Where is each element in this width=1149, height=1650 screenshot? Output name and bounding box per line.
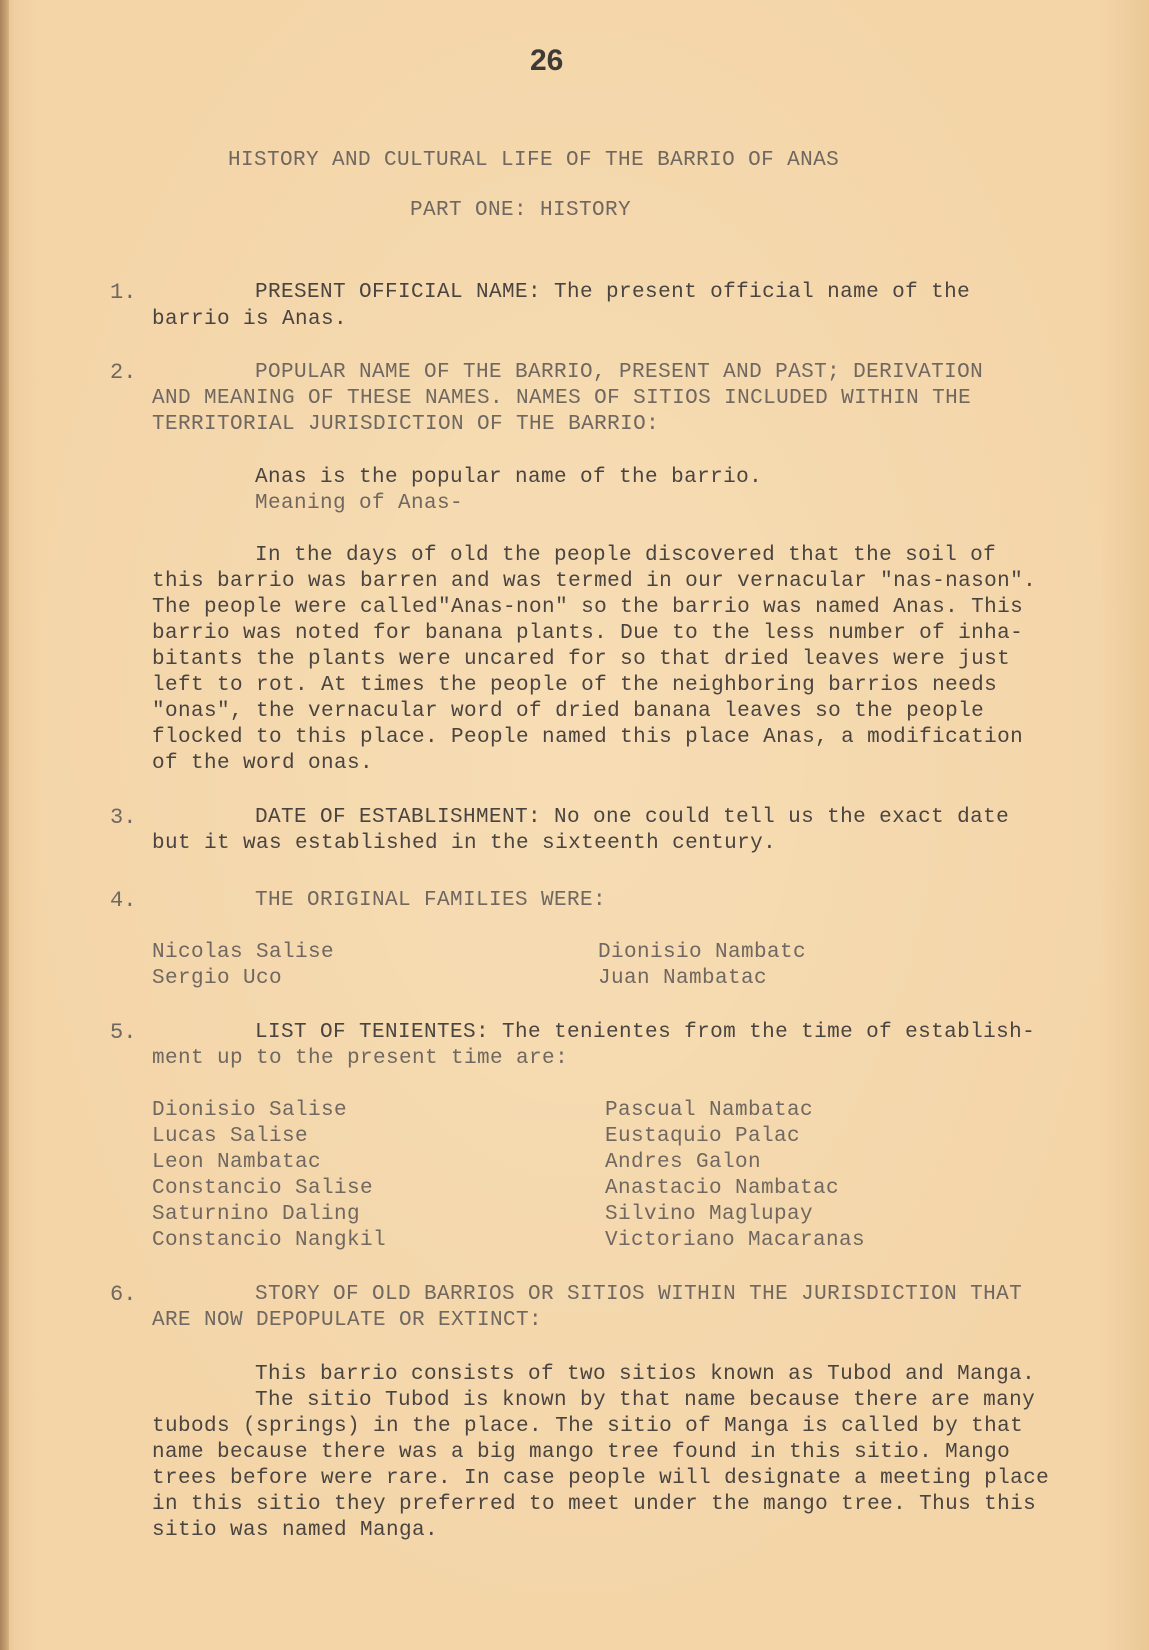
teniente-name: Pascual Nambatac: [605, 1099, 814, 1122]
paragraph-line: in this sitio they preferred to meet under the mango tree. Thus this: [152, 1493, 1037, 1516]
section-heading-line: TERRITORIAL JURISDICTION OF THE BARRIO:: [152, 413, 660, 436]
meaning-line: Meaning of Anas-: [255, 492, 464, 515]
paragraph-line: sitio was named Manga.: [152, 1519, 439, 1542]
section-heading-line: ARE NOW DEPOPULATE OR EXTINCT:: [152, 1309, 543, 1332]
section-heading-line: POPULAR NAME OF THE BARRIO, PRESENT AND PAST; DERIVATION: [255, 361, 984, 384]
teniente-name: Victoriano Macaranas: [605, 1229, 866, 1252]
part-heading: PART ONE: HISTORY: [410, 199, 632, 222]
paragraph-line: barrio was noted for banana plants. Due to the less number of inha-: [152, 622, 1024, 645]
section-heading-line: STORY OF OLD BARRIOS OR SITIOS WITHIN THE JURISDICTION THAT: [255, 1283, 1023, 1306]
teniente-name: Dionisio Salise: [152, 1099, 348, 1122]
teniente-name: Eustaquio Palac: [605, 1125, 801, 1148]
section-line: LIST OF TENIENTES: The tenientes from the time of establish-: [255, 1021, 1036, 1044]
section-line: DATE OF ESTABLISHMENT: No one could tell us the exact date: [255, 806, 1010, 829]
paragraph-line: trees before were rare. In case people will designate a meeting place: [152, 1467, 1050, 1490]
teniente-name: Lucas Salise: [152, 1125, 309, 1148]
section-heading-line: AND MEANING OF THESE NAMES. NAMES OF SITIOS INCLUDED WITHIN THE: [152, 387, 972, 410]
teniente-name: Saturnino Daling: [152, 1203, 361, 1226]
paragraph-line: This barrio consists of two sitios known as Tubod and Manga.: [255, 1363, 1036, 1386]
binding-edge: [0, 0, 9, 1650]
paragraph-line: of the word onas.: [152, 752, 374, 775]
section-line: but it was established in the sixteenth century.: [152, 832, 777, 855]
paragraph-line: this barrio was barren and was termed in our vernacular "nas-nason".: [152, 570, 1037, 593]
popular-name-line: Anas is the popular name of the barrio.: [255, 466, 763, 489]
family-name: Nicolas Salise: [152, 941, 335, 964]
paragraph-line: bitants the plants were uncared for so that dried leaves were just: [152, 648, 1011, 671]
paragraph-line: tubods (springs) in the place. The sitio of Manga is called by that: [152, 1415, 1024, 1438]
paragraph-line: The people were called"Anas-non" so the barrio was named Anas. This: [152, 596, 1024, 619]
section-line: PRESENT OFFICIAL NAME: The present official name of the: [255, 281, 971, 304]
teniente-name: Constancio Nangkil: [152, 1229, 387, 1252]
paragraph-line: left to rot. At times the people of the neighboring barrios needs: [152, 674, 998, 697]
paragraph-line: In the days of old the people discovered that the soil of: [255, 544, 997, 567]
section-number: 4.: [110, 888, 137, 913]
paragraph-line: "onas", the vernacular word of dried banana leaves so the people: [152, 700, 985, 723]
page-number: 26: [530, 44, 564, 77]
teniente-name: Leon Nambatac: [152, 1151, 322, 1174]
family-name: Sergio Uco: [152, 967, 283, 990]
section-number: 6.: [110, 1282, 137, 1307]
section-heading: THE ORIGINAL FAMILIES WERE:: [255, 889, 607, 912]
paragraph-line: name because there was a big mango tree found in this sitio. Mango: [152, 1441, 1011, 1464]
section-number: 1.: [110, 280, 137, 305]
paragraph-line: flocked to this place. People named this place Anas, a modification: [152, 726, 1024, 749]
family-name: Dionisio Nambatc: [598, 941, 807, 964]
section-line: barrio is Anas.: [152, 308, 348, 331]
teniente-name: Andres Galon: [605, 1151, 762, 1174]
paragraph-line: The sitio Tubod is known by that name because there are many: [255, 1389, 1036, 1412]
section-line: ment up to the present time are:: [152, 1047, 569, 1070]
teniente-name: Silvino Maglupay: [605, 1203, 814, 1226]
teniente-name: Anastacio Nambatac: [605, 1177, 840, 1200]
section-number: 2.: [110, 360, 137, 385]
family-name: Juan Nambatac: [598, 967, 768, 990]
document-title: HISTORY AND CULTURAL LIFE OF THE BARRIO OF ANAS: [228, 149, 840, 172]
section-number: 3.: [110, 805, 137, 830]
teniente-name: Constancio Salise: [152, 1177, 374, 1200]
section-number: 5.: [110, 1020, 137, 1045]
